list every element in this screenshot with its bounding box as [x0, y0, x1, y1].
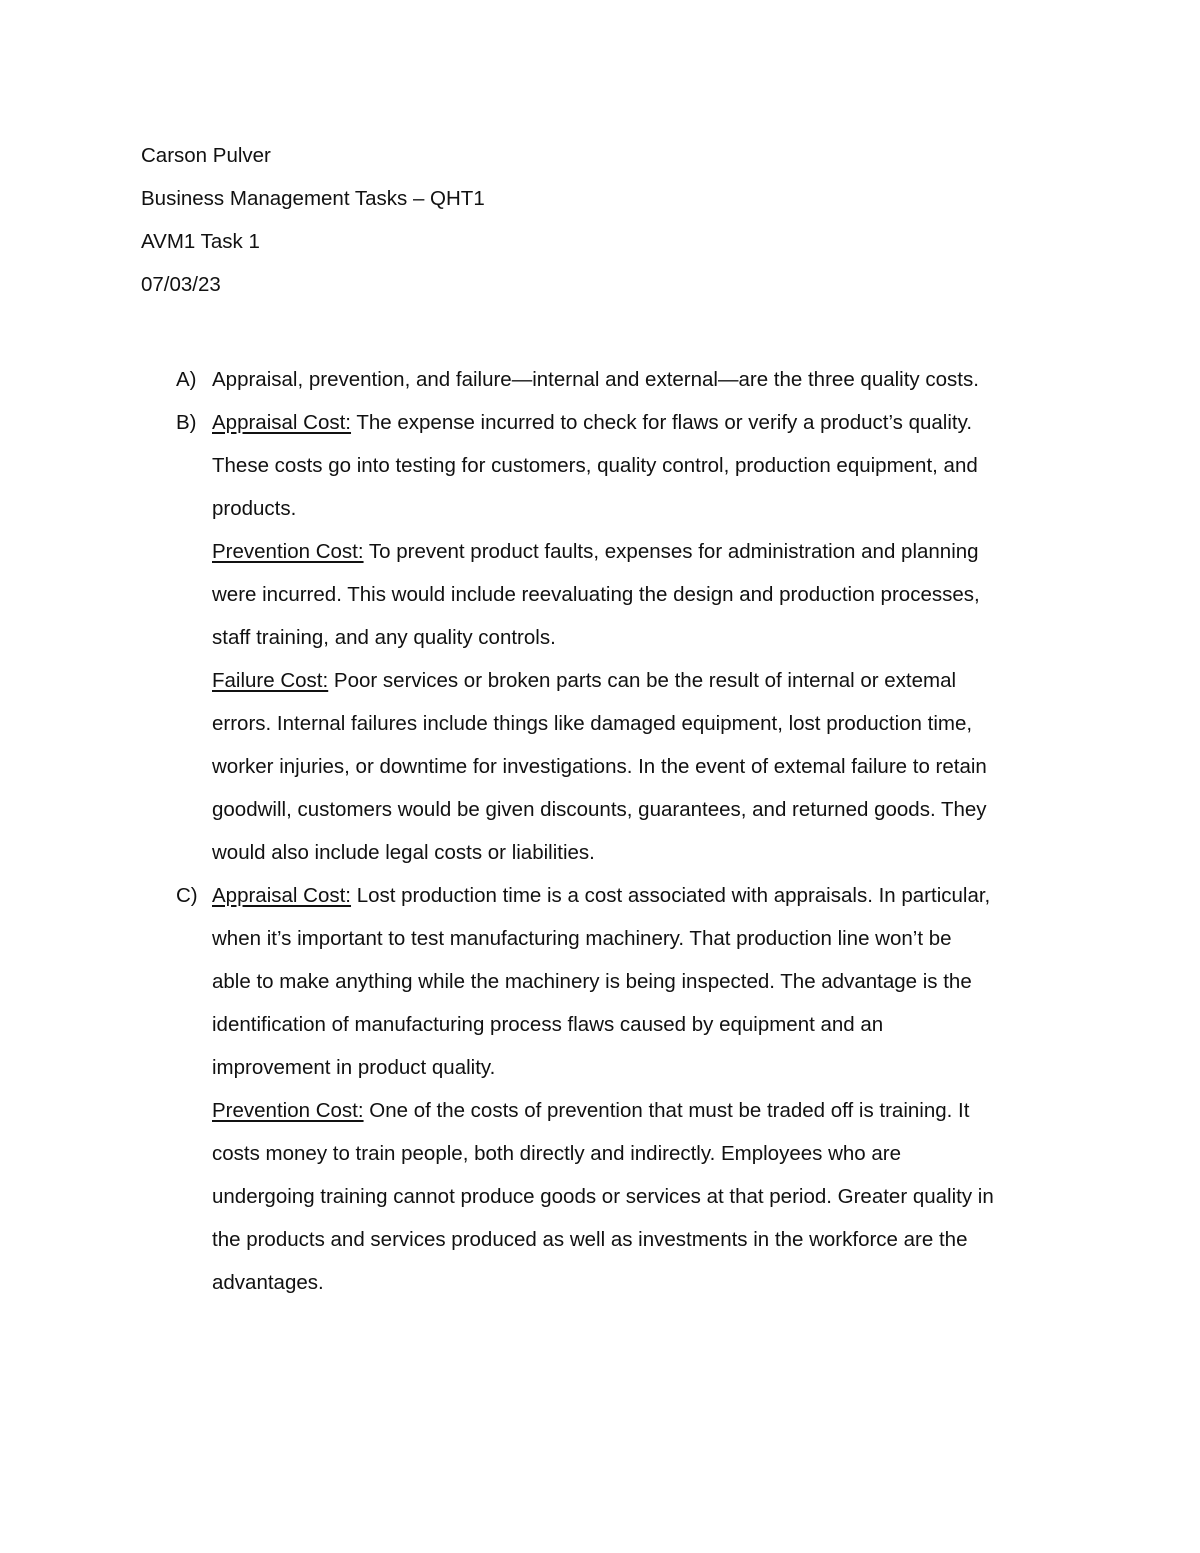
paragraph-line: costs money to train people, both directly and indirectly. Employees who are: [212, 1142, 902, 1165]
document-header: [141, 140, 1061, 312]
course-title: Business Management Tasks – QHT1: [141, 187, 485, 210]
term-prevention-cost: Prevention Cost:: [212, 540, 364, 563]
paragraph-line: would also include legal costs or liabilities.: [212, 841, 595, 864]
list-item-c: [141, 874, 1066, 1304]
paragraph-line: These costs go into testing for customers, quality control, production equipment, and: [212, 454, 978, 477]
term-prevention-cost: Prevention Cost:: [212, 1099, 364, 1122]
paragraph-line: errors. Internal failures include things like damaged equipment, lost production time,: [212, 712, 973, 735]
list-item-b: [141, 401, 1066, 874]
answer-list: [141, 358, 1066, 1304]
paragraph-line: products.: [212, 497, 297, 520]
paragraph-line: [212, 530, 1066, 573]
paragraph-line: [212, 874, 1066, 917]
term-appraisal-cost: Appraisal Cost:: [212, 884, 352, 907]
paragraph-text: Poor services or broken parts can be the result of internal or extemal: [328, 669, 957, 692]
paragraph-line: goodwill, customers would be given discounts, guarantees, and returned goods. They: [212, 798, 987, 821]
paragraph-line: were incurred. This would include reevaluating the design and production processes,: [212, 583, 980, 606]
paragraph-line: the products and services produced as well as investments in the workforce are the: [212, 1228, 968, 1251]
paragraph-line: advantages.: [212, 1271, 324, 1294]
list-marker-a: A): [176, 368, 197, 391]
list-marker-b: B): [176, 411, 197, 434]
term-failure-cost: Failure Cost:: [212, 669, 329, 692]
list-marker-c: C): [176, 884, 198, 907]
paragraph-line: identification of manufacturing process flaws caused by equipment and an: [212, 1013, 884, 1036]
paragraph-line: undergoing training cannot produce goods or services at that period. Greater quality in: [212, 1185, 994, 1208]
paragraph-line: worker injuries, or downtime for investigations. In the event of extemal failure to retain: [212, 755, 987, 778]
paragraph-line: staff training, and any quality controls.: [212, 626, 556, 649]
author-name: Carson Pulver: [141, 144, 271, 167]
paragraph-line: [212, 1089, 1066, 1132]
term-appraisal-cost: Appraisal Cost:: [212, 411, 352, 434]
paragraph-line: able to make anything while the machinery is being inspected. The advantage is the: [212, 970, 972, 993]
paragraph-text: One of the costs of prevention that must be traded off is training. It: [363, 1099, 970, 1122]
paragraph-line: improvement in product quality.: [212, 1056, 496, 1079]
paragraph-text: To prevent product faults, expenses for administration and planning: [363, 540, 979, 563]
paragraph-line: Appraisal, prevention, and failure—internal and external—are the three quality costs.: [212, 368, 979, 391]
paragraph-text: Lost production time is a cost associated with appraisals. In particular,: [351, 884, 991, 907]
paragraph-line: [212, 401, 1066, 444]
list-item-a: [141, 358, 1066, 401]
paragraph-line: [212, 659, 1066, 702]
paragraph-text: The expense incurred to check for flaws or verify a product’s quality.: [351, 411, 973, 434]
paragraph-line: when it’s important to test manufacturing machinery. That production line won’t be: [212, 927, 952, 950]
document-date: 07/03/23: [141, 273, 221, 296]
task-title: AVM1 Task 1: [141, 230, 260, 253]
